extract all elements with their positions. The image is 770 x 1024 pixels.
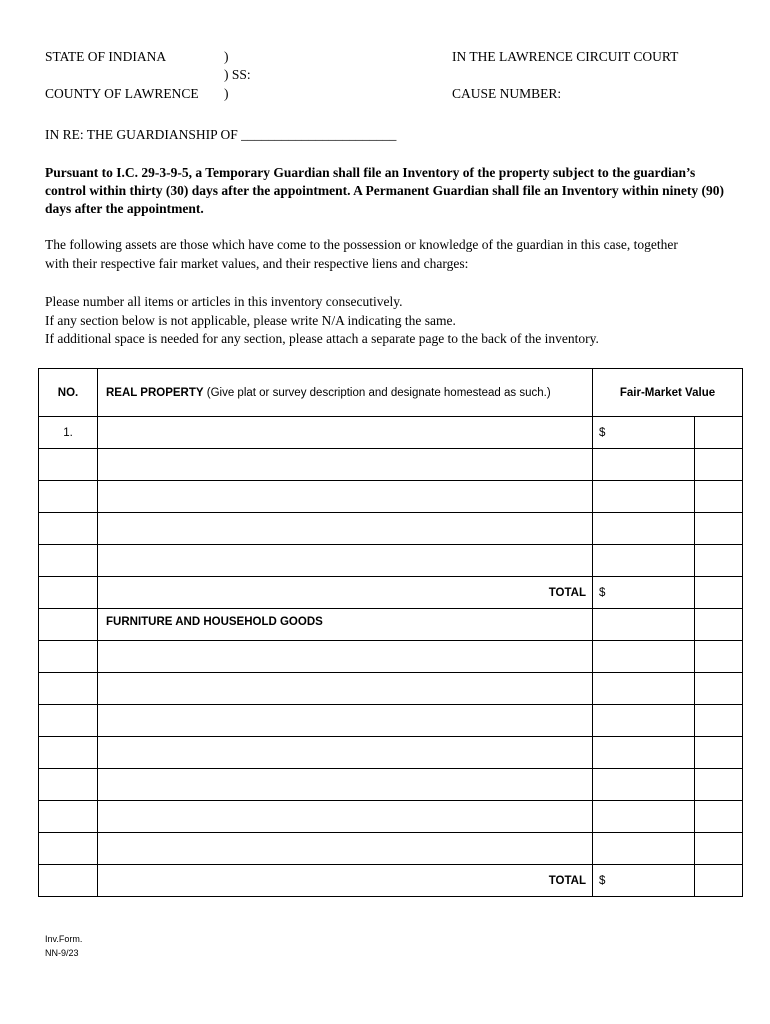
number-cell — [39, 609, 98, 641]
court-label: IN THE LAWRENCE CIRCUIT COURT — [452, 49, 679, 64]
total-row — [39, 577, 743, 609]
cents-cell[interactable] — [695, 577, 743, 609]
assets-text-line-2: with their respective fair market values, and their respective liens and charges: — [45, 256, 469, 271]
value-cell[interactable] — [593, 641, 695, 673]
col-header-instructions: (Give plat or survey description and designate homestead as such.) — [203, 386, 551, 399]
instruction-line: If any section below is not applicable, please write N/A indicating the same. — [45, 313, 456, 328]
col-header-no: NO. — [39, 369, 98, 417]
cents-cell[interactable] — [695, 737, 743, 769]
table-row — [39, 737, 743, 769]
state-label: STATE OF INDIANA — [45, 49, 167, 64]
description-cell[interactable] — [98, 545, 593, 577]
cents-cell[interactable] — [695, 769, 743, 801]
table-row — [39, 833, 743, 865]
number-cell[interactable] — [39, 833, 98, 865]
description-cell[interactable] — [98, 417, 593, 449]
table-row — [39, 449, 743, 481]
cents-cell — [695, 609, 743, 641]
value-cell[interactable] — [593, 737, 695, 769]
cents-cell[interactable] — [695, 545, 743, 577]
number-cell[interactable] — [39, 737, 98, 769]
total-value-cell[interactable]: $ — [593, 577, 695, 609]
cents-cell[interactable] — [695, 449, 743, 481]
table-row — [39, 641, 743, 673]
number-cell[interactable] — [39, 641, 98, 673]
table-row — [39, 545, 743, 577]
table-row — [39, 801, 743, 833]
cents-cell[interactable] — [695, 641, 743, 673]
number-cell[interactable] — [39, 769, 98, 801]
table-header-row — [39, 369, 743, 417]
number-cell[interactable] — [39, 545, 98, 577]
description-cell[interactable] — [98, 737, 593, 769]
value-cell[interactable] — [593, 545, 695, 577]
cents-cell[interactable] — [695, 417, 743, 449]
description-cell[interactable] — [98, 449, 593, 481]
col-header-value: Fair-Market Value — [593, 369, 743, 417]
value-cell[interactable] — [593, 769, 695, 801]
table-row — [39, 705, 743, 737]
form-id-line-2: NN-9/23 — [45, 948, 79, 958]
number-cell[interactable] — [39, 449, 98, 481]
table-row — [39, 513, 743, 545]
statute-paragraph: Pursuant to I.C. 29-3-9-5, a Temporary Guardian shall file an Inventory of the property subject to the guardian’s control within thirty (30) days after the appointment. A Permanent Guardian shall file an Inventory within ninety (90) days after the appointment. — [45, 165, 725, 216]
description-cell[interactable] — [98, 513, 593, 545]
table-row — [39, 769, 743, 801]
cents-cell[interactable] — [695, 865, 743, 897]
table-row — [39, 417, 743, 449]
number-cell[interactable] — [39, 513, 98, 545]
form-id-line-1: Inv.Form. — [45, 934, 83, 944]
paren-bracket: ) — [224, 86, 229, 101]
description-cell[interactable] — [98, 481, 593, 513]
description-cell[interactable] — [98, 769, 593, 801]
cents-cell[interactable] — [695, 801, 743, 833]
number-cell[interactable] — [39, 481, 98, 513]
value-cell[interactable] — [593, 705, 695, 737]
total-label: TOTAL — [98, 577, 593, 609]
value-cell[interactable] — [593, 513, 695, 545]
number-cell — [39, 577, 98, 609]
description-cell[interactable] — [98, 801, 593, 833]
ss-label: ) SS: — [224, 67, 251, 82]
total-label: TOTAL — [98, 865, 593, 897]
table-row — [39, 481, 743, 513]
value-cell[interactable]: $ — [593, 417, 695, 449]
instruction-line: If additional space is needed for any section, please attach a separate page to the back of the inventory. — [45, 331, 599, 346]
value-cell[interactable] — [593, 673, 695, 705]
description-cell[interactable] — [98, 833, 593, 865]
cents-cell[interactable] — [695, 705, 743, 737]
value-cell[interactable] — [593, 801, 695, 833]
section-title-furniture: FURNITURE AND HOUSEHOLD GOODS — [98, 609, 593, 641]
item-number: 1. — [39, 417, 98, 449]
cents-cell[interactable] — [695, 513, 743, 545]
value-cell[interactable] — [593, 481, 695, 513]
cents-cell[interactable] — [695, 673, 743, 705]
col-header-description — [98, 369, 593, 417]
number-cell — [39, 865, 98, 897]
number-cell[interactable] — [39, 705, 98, 737]
number-cell[interactable] — [39, 801, 98, 833]
cents-cell[interactable] — [695, 833, 743, 865]
cause-number-label: CAUSE NUMBER: — [452, 86, 562, 101]
in-re-line: IN RE: THE GUARDIANSHIP OF _______________________ — [45, 127, 397, 142]
paren-bracket: ) — [224, 49, 229, 64]
value-cell[interactable] — [593, 449, 695, 481]
description-cell[interactable] — [98, 705, 593, 737]
cents-cell[interactable] — [695, 481, 743, 513]
county-label: COUNTY OF LAWRENCE — [45, 86, 199, 101]
inventory-table — [38, 368, 743, 897]
number-cell[interactable] — [39, 673, 98, 705]
instruction-line: Please number all items or articles in this inventory consecutively. — [45, 294, 403, 309]
value-cell — [593, 609, 695, 641]
assets-text-line-1: The following assets are those which have come to the possession or knowledge of the guardian in this case, together — [45, 237, 678, 252]
section-header-row — [39, 609, 743, 641]
total-row — [39, 865, 743, 897]
value-cell[interactable] — [593, 833, 695, 865]
table-row — [39, 673, 743, 705]
description-cell[interactable] — [98, 673, 593, 705]
col-header-real-property: REAL PROPERTY — [106, 386, 204, 399]
total-value-cell[interactable]: $ — [593, 865, 695, 897]
description-cell[interactable] — [98, 641, 593, 673]
